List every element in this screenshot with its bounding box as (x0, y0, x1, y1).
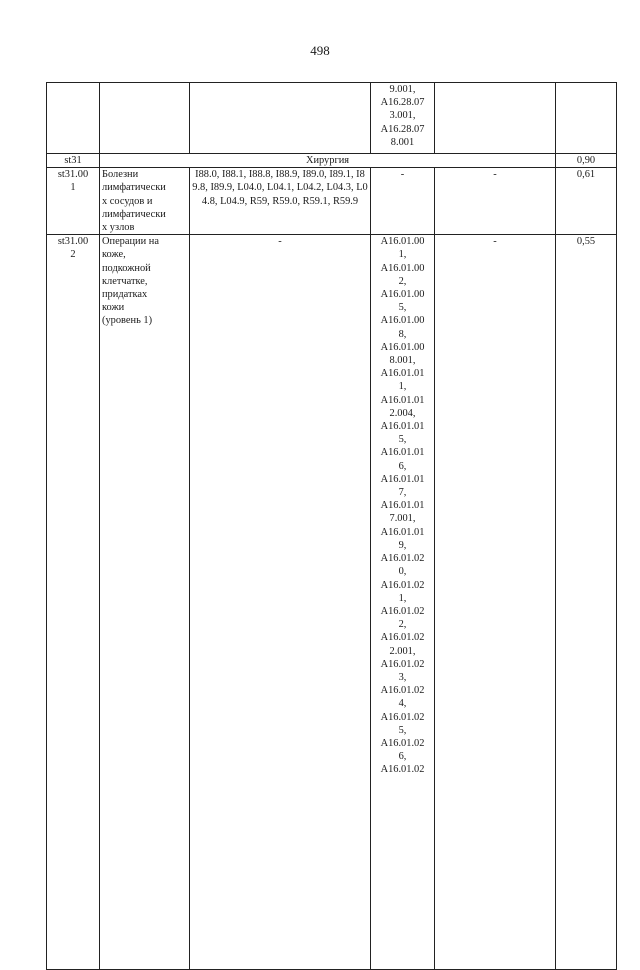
cell-code (47, 235, 100, 970)
code-line: 1 (70, 182, 76, 194)
code-line: st31.00 (57, 169, 89, 181)
service-code-line: 3.001, (389, 110, 416, 122)
service-code-line: A16.01.00 (380, 341, 425, 353)
service-code-line: 7.001, (389, 513, 416, 525)
service-code-line: 9.001, (389, 84, 416, 95)
cell-services: - (371, 168, 435, 235)
table-row (47, 168, 617, 235)
service-code-line: 5, (398, 302, 407, 314)
service-code-line: A16.28.07 (380, 97, 425, 109)
section-coefficient: 0,90 (556, 154, 617, 168)
service-code-line: A16.01.02 (380, 658, 425, 670)
service-code-line: A16.01.01 (380, 473, 425, 485)
name-line: придатках (102, 289, 148, 301)
service-code-line: 5, (398, 724, 407, 736)
cell-name (100, 235, 190, 970)
service-code-line: 1, (398, 592, 407, 604)
name-line: кожи (102, 302, 125, 314)
name-line: Операции на (102, 236, 159, 248)
service-code-line: 8.001, (389, 355, 416, 367)
cell-coefficient (556, 83, 617, 154)
service-code-line: A16.01.01 (380, 368, 425, 380)
name-line: лимфатически (102, 208, 166, 220)
name-line: (уровень 1) (102, 315, 153, 327)
service-code-line: A16.01.02 (380, 711, 425, 723)
cell-services (371, 235, 435, 970)
cell-code (47, 83, 100, 154)
service-code-line: A16.01.02 (380, 737, 425, 749)
service-code-line: 8.001 (390, 136, 415, 148)
cell-diagnoses: - (190, 235, 371, 970)
service-code-line: 8, (398, 328, 407, 340)
cell-other: - (435, 168, 556, 235)
service-code-line: 1, (398, 249, 407, 261)
cell-code (47, 168, 100, 235)
table-row-section (47, 154, 617, 168)
service-code-line: A16.01.02 (380, 632, 425, 644)
service-code-line: A16.28.07 (380, 123, 425, 135)
code-line: st31.00 (57, 236, 89, 248)
cell-name (100, 83, 190, 154)
name-line: х сосудов и (102, 195, 153, 207)
service-code-line: 9, (398, 539, 407, 551)
service-code-line: 5, (398, 434, 407, 446)
service-code-line: A16.01.02 (380, 553, 425, 565)
service-code-line: A16.01.01 (380, 500, 425, 512)
cell-diagnoses (190, 83, 371, 154)
table-row (47, 235, 617, 970)
cell-other (435, 83, 556, 154)
service-code-line: 3, (398, 671, 407, 683)
name-line: клетчатке, (102, 275, 148, 287)
service-code-line: A16.01.00 (380, 289, 425, 301)
service-code-line: 4, (398, 698, 407, 710)
section-title: Хирургия (100, 154, 556, 168)
service-code-line: A16.01.01 (380, 447, 425, 459)
service-code-line: 2.004, (389, 407, 416, 419)
service-code-line: A16.01.02 (380, 685, 425, 697)
cell-services (371, 83, 435, 154)
service-code-line: A16.01.02 (380, 605, 425, 617)
service-code-line: 1, (398, 381, 407, 393)
service-code-line: 7, (398, 487, 407, 499)
service-code-line: A16.01.02 (380, 579, 425, 591)
service-code-line: A16.01.02 (380, 764, 425, 776)
service-code-line: 2, (398, 275, 407, 287)
name-line: лимфатически (102, 182, 166, 194)
service-code-line: A16.01.00 (380, 236, 425, 248)
service-code-line: 6, (398, 751, 407, 763)
name-line: Болезни (102, 169, 139, 181)
section-code: st31 (47, 154, 100, 168)
service-code-line: 2, (398, 619, 407, 631)
name-line: подкожной (102, 262, 151, 274)
name-line: коже, (102, 249, 126, 261)
service-code-line: A16.01.01 (380, 421, 425, 433)
name-line: х узлов (102, 222, 135, 234)
service-code-line: 6, (398, 460, 407, 472)
service-code-line: 2.001, (389, 645, 416, 657)
service-code-line: A16.01.01 (380, 394, 425, 406)
cell-diagnoses: I88.0, I88.1, I88.8, I88.9, I89.0, I89.1, I89.8, I89.9, L04.0, L04.1, L04.2, L04.3, L04.8, L04.9, R59, R59.0, R59.1, R59.9 (190, 168, 371, 235)
cell-name (100, 168, 190, 235)
cell-other: - (435, 235, 556, 970)
service-code-line: A16.01.00 (380, 262, 425, 274)
code-line: 2 (70, 249, 76, 261)
service-code-line: A16.01.00 (380, 315, 425, 327)
service-code-line: A16.01.01 (380, 526, 425, 538)
service-code-line: 0, (398, 566, 407, 578)
table-row-continuation (47, 83, 617, 154)
cell-coefficient: 0,55 (556, 235, 617, 970)
tariff-table (46, 82, 617, 970)
cell-coefficient: 0,61 (556, 168, 617, 235)
page-number: 498 (310, 43, 330, 58)
